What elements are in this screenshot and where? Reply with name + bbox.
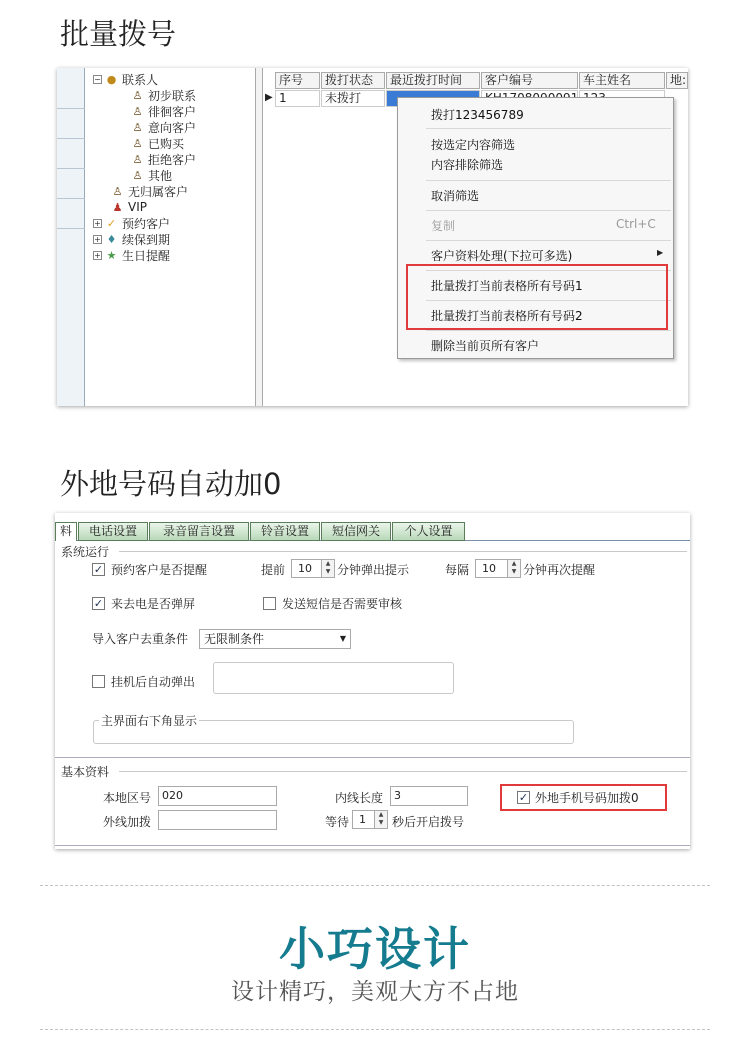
incoming-popup-label: 来去电是否弹屏 [111, 597, 196, 611]
expand-icon[interactable]: + [94, 250, 101, 260]
wait-stepper[interactable] [352, 810, 388, 829]
person-icon: ♙ [132, 88, 143, 102]
tree-item-appointment[interactable] [93, 215, 170, 231]
tree-item-birthday[interactable] [93, 247, 170, 263]
add-zero-checkbox[interactable]: ✓ [518, 791, 529, 804]
sms-review-checkbox[interactable] [263, 597, 276, 610]
outline-prefix-label: 外线加拨 [103, 815, 152, 829]
menu-item-customer-data[interactable]: 客户资料处理(下拉可多选) [431, 249, 573, 263]
advance-stepper[interactable] [291, 559, 335, 578]
shield-icon: ♦ [106, 232, 117, 246]
person-icon: ♙ [112, 184, 123, 198]
tree-child-4[interactable] [131, 151, 196, 167]
customer-tree [85, 68, 255, 406]
table-cell[interactable]: 未拨打 [321, 90, 385, 107]
divider [40, 885, 710, 886]
person-icon: ♙ [132, 120, 143, 134]
tab-recording-settings[interactable]: 录音留言设置 [149, 522, 249, 541]
column-header[interactable]: 拨打状态 [321, 72, 385, 89]
tab-phone-settings[interactable]: 电话设置 [78, 522, 148, 541]
add-zero-label: 外地手机号码加拨0 [535, 791, 639, 805]
footer-subtitle: 设计精巧，美观大方不占地 [231, 979, 519, 1005]
group-title-basic: 基本资料 [61, 765, 110, 779]
tree-child-1[interactable] [131, 103, 196, 119]
import-dedupe-select[interactable] [199, 629, 351, 649]
corner-display-label: 主界面右下角显示 [101, 714, 198, 728]
person-icon: ♙ [132, 152, 143, 166]
tree-child-label: 已购买 [148, 136, 185, 151]
section-title-add-zero: 外地号码自动加0 [60, 467, 282, 501]
popup-minutes-label: 分钟弹出提示 [337, 563, 410, 577]
person-icon: ♙ [132, 136, 143, 150]
menu-item-delete-page[interactable]: 删除当前页所有客户 [431, 339, 540, 353]
appointment-icon: ✓ [106, 216, 117, 230]
wait-label: 等待 [325, 815, 350, 829]
tree-child-3[interactable] [131, 135, 184, 151]
hangup-popup-label: 挂机后自动弹出 [111, 675, 196, 689]
highlight-box [500, 784, 667, 811]
interval-stepper[interactable] [475, 559, 521, 578]
column-header[interactable]: 客户编号 [481, 72, 578, 89]
row-pointer-icon: ▶ [265, 92, 273, 103]
tree-child-label: 意向客户 [148, 120, 197, 135]
tree-item-label: VIP [128, 200, 147, 214]
tree-item-label: 预约客户 [122, 216, 171, 231]
area-code-label: 本地区号 [103, 791, 152, 805]
menu-item-copy-shortcut: Ctrl+C [616, 217, 656, 231]
ext-len-field[interactable]: 3 [390, 786, 468, 806]
sms-review-label: 发送短信是否需要审核 [282, 597, 403, 611]
tab-ringtone-settings[interactable]: 铃音设置 [250, 522, 320, 541]
tree-item-label: 无归属客户 [128, 184, 189, 199]
outline-prefix-field[interactable] [158, 810, 277, 830]
tree-item-renewal[interactable] [93, 231, 170, 247]
menu-item-copy[interactable]: 复制 [431, 219, 456, 233]
menu-item-filter-selected[interactable]: 按选定内容筛选 [431, 138, 516, 152]
submenu-arrow-icon: ▶ [657, 248, 664, 257]
hangup-popup-checkbox[interactable] [92, 675, 105, 688]
batch-dial-screenshot [57, 68, 688, 406]
person-icon: ♙ [132, 168, 143, 182]
stepper-arrows-icon[interactable]: ▲ ▼ [374, 811, 387, 828]
footer-title: 小巧设计 [279, 922, 471, 976]
tab-bar [55, 519, 690, 541]
pane-splitter[interactable] [255, 68, 263, 406]
vip-icon: ♟ [112, 200, 123, 214]
repeat-label: 分钟再次提醒 [523, 563, 596, 577]
interval-label: 每隔 [445, 563, 470, 577]
reminder-checkbox[interactable]: ✓ [93, 563, 104, 576]
tree-child-label: 徘徊客户 [148, 104, 197, 119]
tree-child-label: 初步联系 [148, 88, 197, 103]
hangup-popup-box[interactable] [213, 662, 454, 694]
stepper-value: 1 [359, 813, 366, 826]
column-header[interactable]: 序号 [275, 72, 320, 89]
stepper-value: 10 [482, 562, 496, 575]
divider [40, 1029, 710, 1030]
expand-icon[interactable]: + [94, 234, 101, 244]
settings-screenshot [55, 513, 690, 849]
reminder-label: 预约客户是否提醒 [111, 563, 208, 577]
stepper-value: 10 [298, 562, 312, 575]
column-header[interactable]: 车主姓名 [579, 72, 665, 89]
menu-item-batch-dial-1[interactable]: 批量拨打当前表格所有号码1 [431, 279, 583, 293]
tree-item-label: 生日提醒 [122, 248, 171, 263]
people-icon: ● [106, 72, 117, 86]
expand-icon[interactable]: + [94, 218, 101, 228]
menu-item-filter-exclude[interactable]: 内容排除筛选 [431, 158, 504, 172]
section-title-batch-dial: 批量拨号 [60, 17, 177, 51]
tree-child-0[interactable] [131, 87, 196, 103]
tree-child-2[interactable] [131, 119, 196, 135]
tab-sms-gateway[interactable]: 短信网关 [321, 522, 391, 541]
tree-node-contacts[interactable] [93, 71, 158, 87]
key-icon: ★ [106, 248, 117, 262]
wait-after-label: 秒后开启拨号 [392, 815, 465, 829]
menu-item-cancel-filter[interactable]: 取消筛选 [431, 189, 480, 203]
tree-child-label: 其他 [148, 168, 173, 183]
menu-item-batch-dial-2[interactable]: 批量拨打当前表格所有号码2 [431, 309, 583, 323]
tab-personal-settings[interactable]: 个人设置 [392, 522, 465, 541]
stepper-arrows-icon[interactable]: ▲ ▼ [507, 560, 520, 577]
area-code-field[interactable]: 020 [158, 786, 277, 806]
advance-label: 提前 [261, 563, 286, 577]
tree-item-label: 续保到期 [122, 232, 171, 247]
person-icon: ♙ [132, 104, 143, 118]
tree-child-label: 拒绝客户 [148, 152, 197, 167]
tab-partial[interactable]: 料 [55, 522, 77, 541]
tree-node-label: 联系人 [122, 72, 159, 87]
collapse-icon[interactable]: − [94, 74, 101, 84]
tree-child-5[interactable] [131, 167, 172, 183]
menu-item-dial[interactable]: 拨打123456789 [431, 108, 524, 122]
ext-len-label: 内线长度 [335, 791, 384, 805]
left-rail [57, 68, 85, 406]
column-header[interactable]: 最近拨打时间 [386, 72, 480, 89]
chevron-down-icon: ▼ [339, 634, 346, 643]
tree-item-unassigned[interactable] [111, 183, 188, 199]
stepper-arrows-icon[interactable]: ▲ ▼ [321, 560, 334, 577]
incoming-popup-checkbox[interactable]: ✓ [93, 597, 104, 610]
highlight-box [406, 264, 668, 330]
column-header[interactable]: 地: [666, 72, 688, 89]
tree-item-vip[interactable] [111, 199, 147, 215]
import-dedupe-label: 导入客户去重条件 [92, 632, 189, 646]
group-title-system: 系统运行 [61, 545, 110, 559]
table-cell[interactable]: 1 [275, 90, 320, 107]
select-value: 无限制条件 [204, 632, 265, 646]
